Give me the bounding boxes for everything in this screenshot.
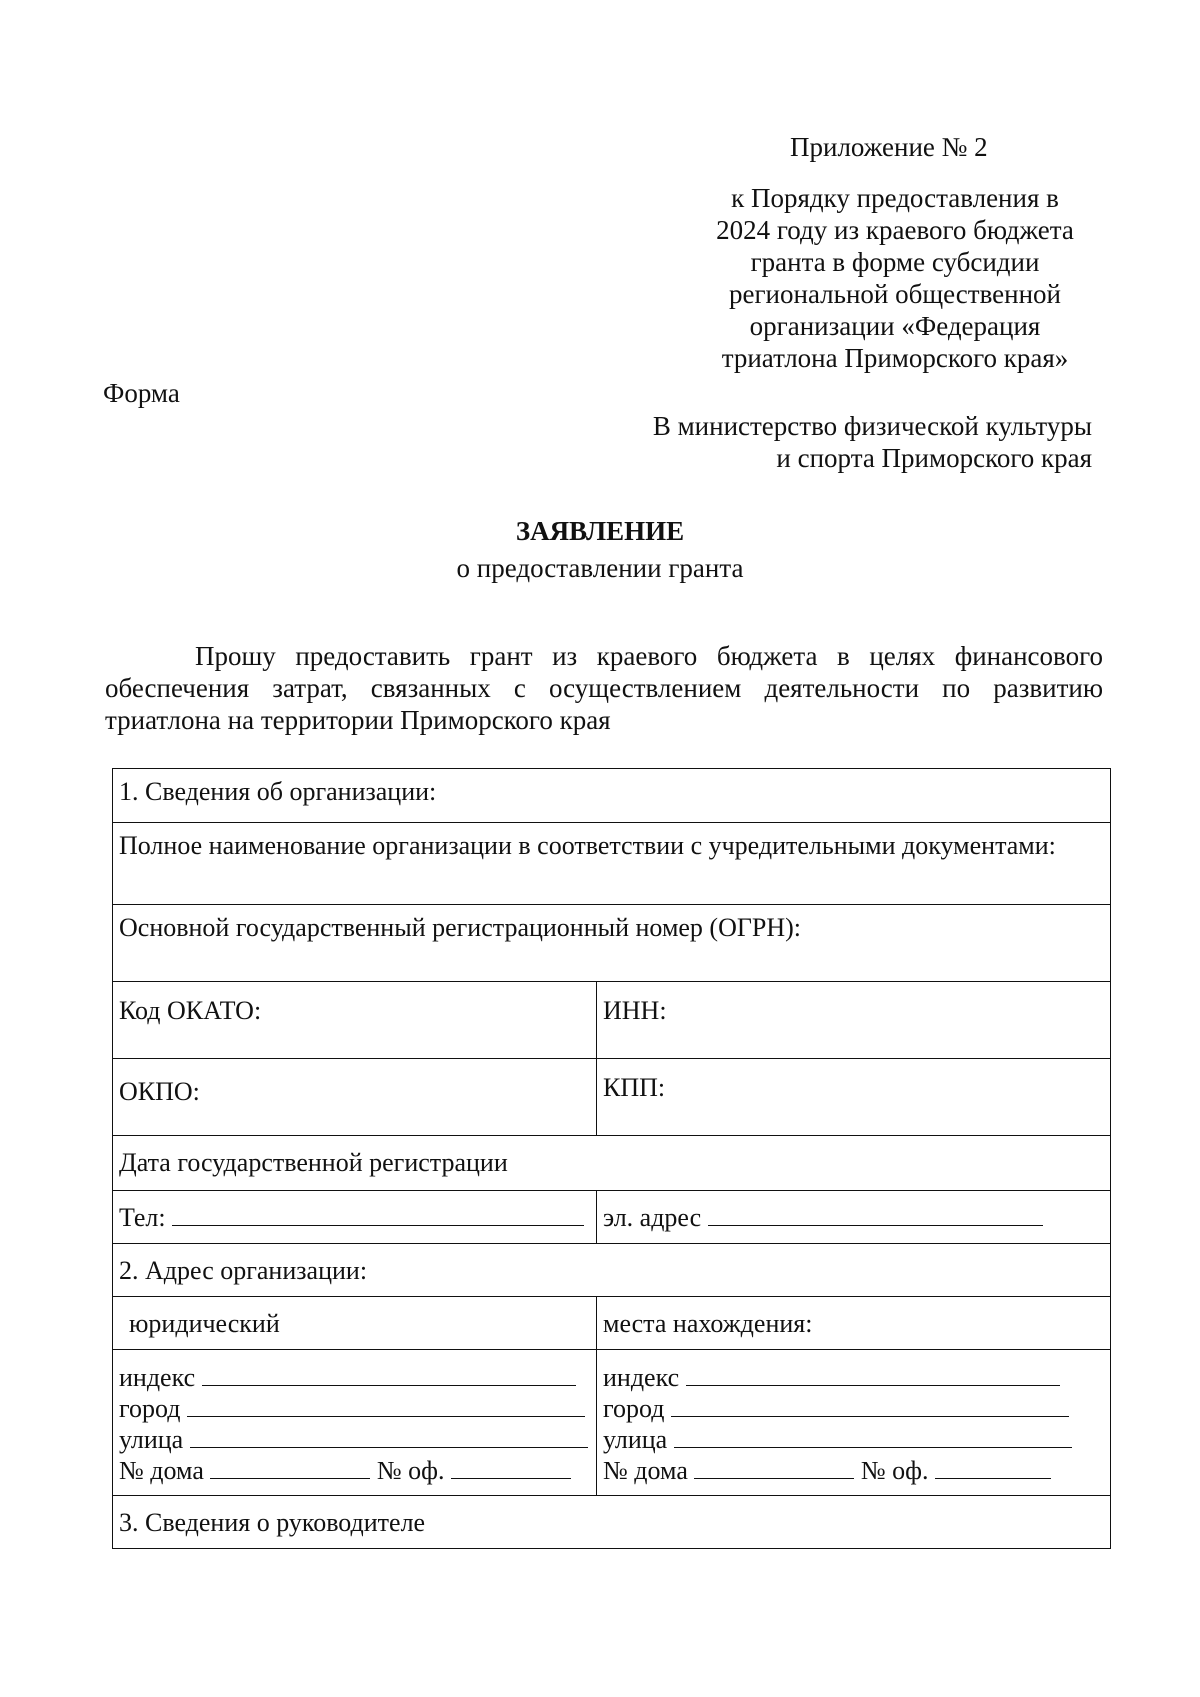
legal-street-row <box>119 1424 590 1455</box>
legal-house-input[interactable] <box>210 1456 370 1479</box>
email-label: эл. адрес <box>603 1203 702 1232</box>
full-name-cell[interactable] <box>113 823 1111 905</box>
reg-date-cell[interactable] <box>113 1136 1111 1191</box>
legal-city-row <box>119 1393 590 1424</box>
document-title: ЗАЯВЛЕНИЕ <box>515 516 685 546</box>
ogrn-cell[interactable] <box>113 905 1111 982</box>
legal-house-row <box>119 1455 590 1486</box>
annex-line: гранта в форме субсидии <box>750 247 1040 277</box>
annex-reference <box>690 182 1100 374</box>
okpo-label: ОКПО: <box>119 1077 200 1106</box>
okpo-cell[interactable] <box>113 1059 597 1136</box>
annex-line: региональной общественной <box>728 279 1061 309</box>
legal-address-fields <box>113 1350 597 1496</box>
addressee <box>560 410 1092 474</box>
okato-cell[interactable] <box>113 982 597 1059</box>
phone-input-line[interactable] <box>172 1203 584 1226</box>
kpp-cell[interactable] <box>597 1059 1111 1136</box>
phone-label: Тел: <box>119 1203 166 1232</box>
legal-house-label: № дома <box>119 1456 204 1485</box>
legal-index-row <box>119 1362 590 1393</box>
inn-cell[interactable] <box>597 982 1111 1059</box>
location-index-input[interactable] <box>686 1363 1060 1386</box>
location-house-input[interactable] <box>694 1456 854 1479</box>
legal-city-input[interactable] <box>187 1394 585 1417</box>
legal-street-label: улица <box>119 1425 184 1454</box>
annex-line: к Порядку предоставления в <box>731 183 1059 213</box>
annex-line: организации «Федерация <box>749 311 1041 341</box>
phone-cell[interactable] <box>113 1191 597 1244</box>
legal-index-label: индекс <box>119 1363 196 1392</box>
email-input-line[interactable] <box>708 1203 1043 1226</box>
location-address-header <box>597 1297 1111 1350</box>
location-city-row <box>603 1393 1104 1424</box>
location-index-row <box>603 1362 1104 1393</box>
kpp-label: КПП: <box>603 1073 666 1102</box>
document-subtitle: о предоставлении гранта <box>456 553 744 583</box>
location-office-input[interactable] <box>935 1456 1051 1479</box>
reg-date-label: Дата государственной регистрации <box>119 1148 508 1177</box>
location-city-label: город <box>603 1394 665 1423</box>
inn-label: ИНН: <box>603 996 667 1025</box>
application-form-table <box>112 768 1111 1549</box>
okato-label: Код ОКАТО: <box>119 996 262 1025</box>
full-name-label: Полное наименование организации в соответствии с учредительными документами: <box>119 831 1056 860</box>
request-text: Прошу предоставить грант из краевого бюджета в целях финансового обеспечения затрат, связанных с осуществлением деятельности по развитию триатлона на территории Приморского края <box>105 641 1103 735</box>
legal-office-label: № оф. <box>376 1456 445 1485</box>
annex-line: 2024 году из краевого бюджета <box>716 215 1074 245</box>
section-2-label: 2. Адрес организации: <box>119 1256 368 1285</box>
location-address-fields <box>597 1350 1111 1496</box>
location-city-input[interactable] <box>671 1394 1069 1417</box>
legal-office-input[interactable] <box>451 1456 571 1479</box>
legal-city-label: город <box>119 1394 181 1423</box>
legal-street-input[interactable] <box>190 1425 588 1448</box>
legal-address-header <box>113 1297 597 1350</box>
legal-index-input[interactable] <box>202 1363 576 1386</box>
annex-title: Приложение № 2 <box>790 132 988 162</box>
addressee-line: В министерство физической культуры <box>652 411 1092 441</box>
ogrn-label: Основной государственный регистрационный номер (ОГРН): <box>119 913 802 942</box>
legal-address-label: юридический <box>129 1309 280 1338</box>
section-2-header <box>113 1244 1111 1297</box>
location-office-label: № оф. <box>860 1456 929 1485</box>
form-label: Форма <box>103 378 180 408</box>
annex-line: триатлона Приморского края» <box>721 343 1069 373</box>
location-index-label: индекс <box>603 1363 680 1392</box>
location-house-label: № дома <box>603 1456 688 1485</box>
location-house-row <box>603 1455 1104 1486</box>
section-3-label: 3. Сведения о руководителе <box>119 1508 426 1537</box>
location-address-label: места нахождения: <box>603 1309 813 1338</box>
addressee-line: и спорта Приморского края <box>776 443 1092 473</box>
location-street-row <box>603 1424 1104 1455</box>
email-cell[interactable] <box>597 1191 1111 1244</box>
location-street-input[interactable] <box>674 1425 1072 1448</box>
location-street-label: улица <box>603 1425 668 1454</box>
section-1-label: 1. Сведения об организации: <box>119 777 437 806</box>
section-1-header <box>113 769 1111 823</box>
section-3-header <box>113 1496 1111 1549</box>
